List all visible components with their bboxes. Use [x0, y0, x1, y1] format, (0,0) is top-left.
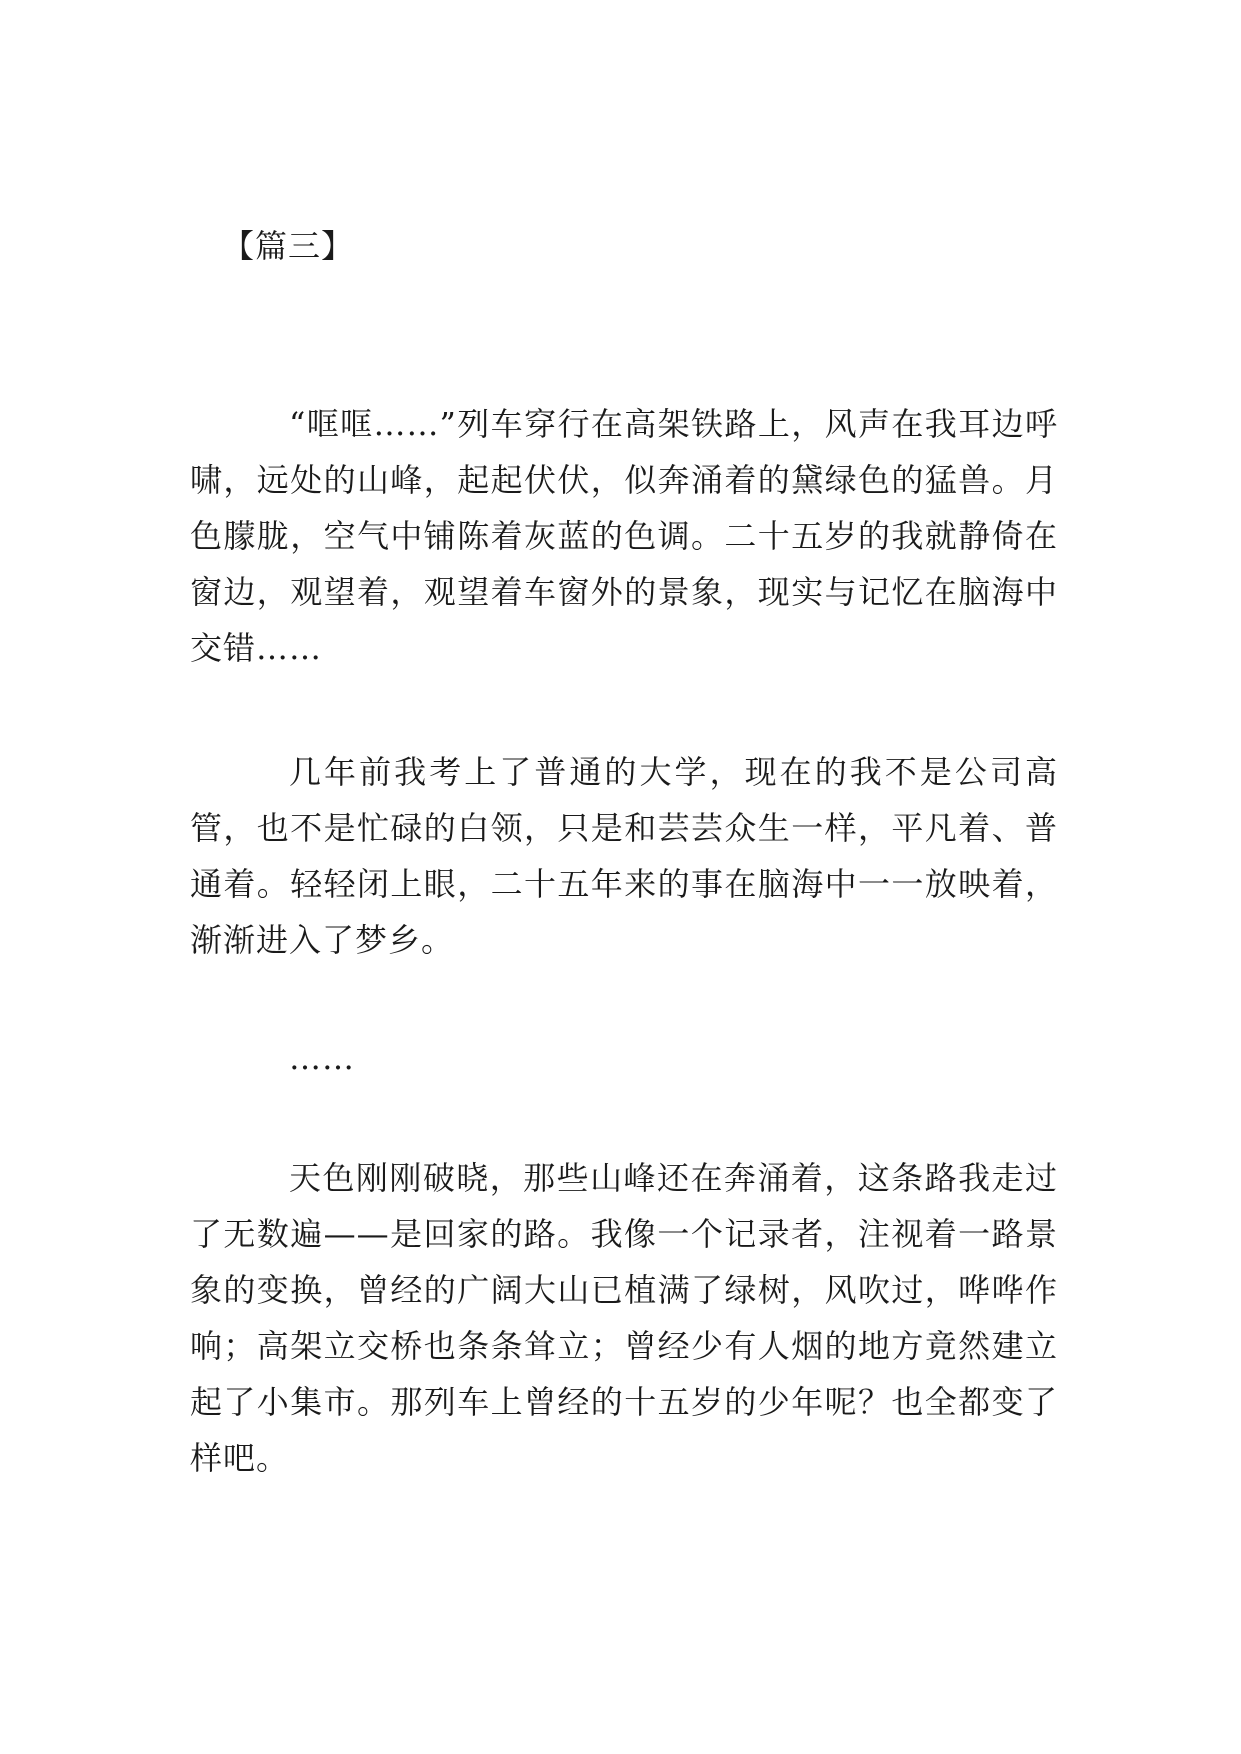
paragraph-4: 天色刚刚破晓，那些山峰还在奔涌着，这条路我走过了无数遍——是回家的路。我像一个记录者，注视着一路景象的变换，曾经的广阔大山已植满了绿树，风吹过，哗哗作响；高架立交桥也条条耸立；曾经少有人烟的地方竟然建立起了小集市。那列车上曾经的十五岁的少年呢？也全都变了样吧。	[190, 1159, 1058, 1477]
paragraph-1: “哐哐……”列车穿行在高架铁路上，风声在我耳边呼啸，远处的山峰，起起伏伏，似奔涌着的黛绿色的猛兽。月色朦胧，空气中铺陈着灰蓝的色调。二十五岁的我就静倚在窗边，观望着，观望着车窗外的景象，现实与记忆在脑海中交错……	[190, 405, 1058, 667]
ellipsis-paragraph: ……	[289, 1039, 355, 1077]
section-title: 【篇三】	[222, 227, 355, 265]
paragraph-2: 几年前我考上了普通的大学，现在的我不是公司高管，也不是忙碌的白领，只是和芸芸众生一样，平凡着、普通着。轻轻闭上眼，二十五年来的事在脑海中一一放映着，渐渐进入了梦乡。	[190, 753, 1058, 959]
